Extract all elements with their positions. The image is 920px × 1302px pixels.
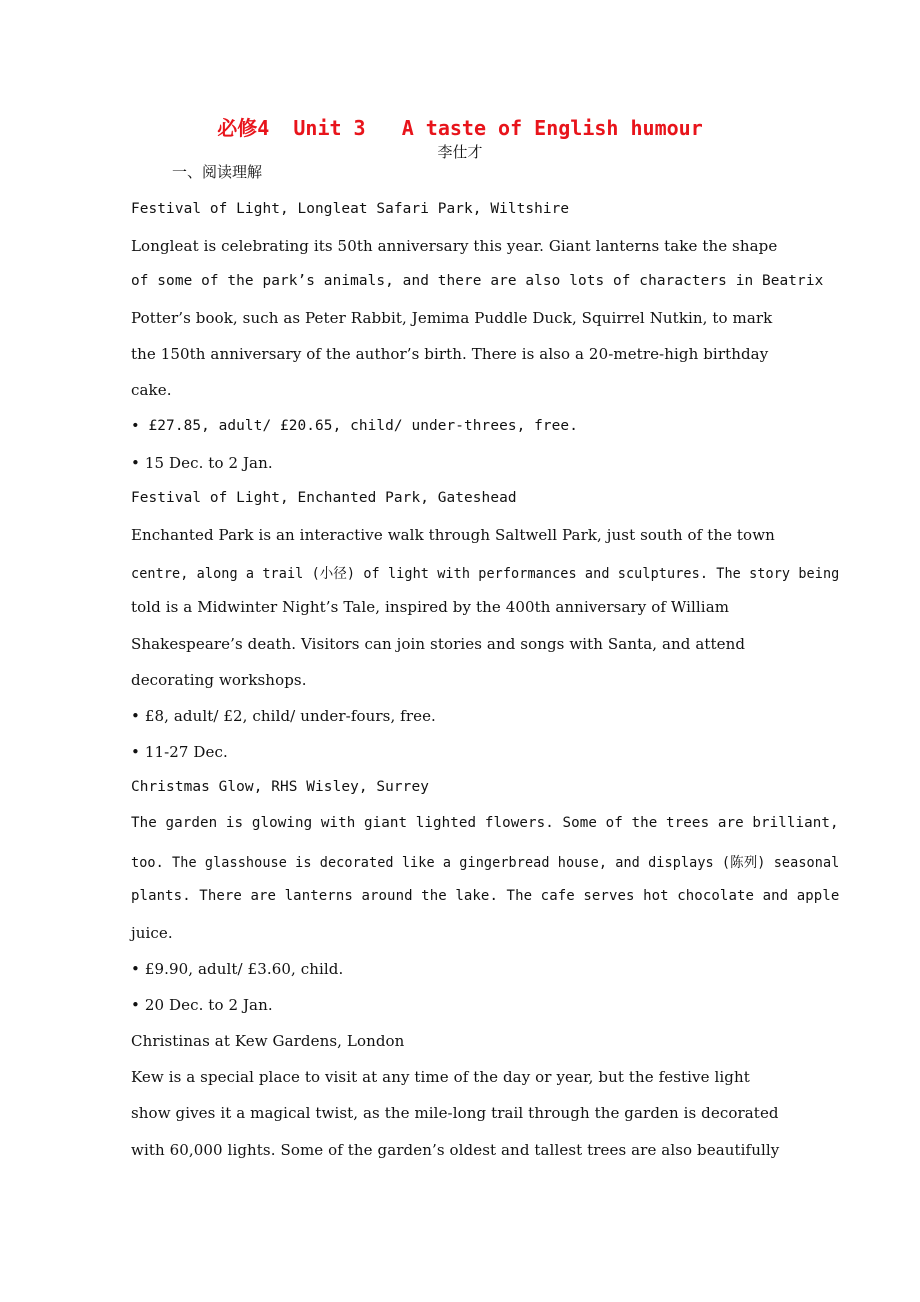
passage-line: plants. There are lanterns around the lake. The cafe serves hot chocolate and apple <box>131 888 840 904</box>
passage-line: Kew is a special place to visit at any time of the day or year, but the festive light <box>131 1068 750 1086</box>
passage-line: juice. <box>131 924 173 942</box>
passage-heading: Christmas Glow, RHS Wisley, Surrey <box>131 779 429 795</box>
price-line: • £8, adult/ £2, child/ under-fours, free. <box>131 707 436 725</box>
passage-line: centre, along a trail (小径) of light with performances and sculptures. The story being <box>131 566 840 582</box>
passage-line: show gives it a magical twist, as the mile-long trail through the garden is decorated <box>131 1104 779 1122</box>
passage-line: of some of the park’s animals, and there are also lots of characters in Beatrix <box>131 273 824 289</box>
date-line: • 11-27 Dec. <box>131 743 228 761</box>
passage-line: The garden is glowing with giant lighted flowers. Some of the trees are brilliant, <box>131 815 839 831</box>
passage-line: the 150th anniversary of the author’s birth. There is also a 20-metre-high birthday <box>131 345 769 363</box>
price-line: • £9.90, adult/ £3.60, child. <box>131 960 344 978</box>
section-heading: 一、阅读理解 <box>172 163 263 181</box>
passage-line: decorating workshops. <box>131 671 307 689</box>
passage-line: with 60,000 lights. Some of the garden’s oldest and tallest trees are also beautifully <box>131 1141 780 1159</box>
passage-heading: Festival of Light, Longleat Safari Park, Wiltshire <box>131 201 570 217</box>
price-line: • £27.85, adult/ £20.65, child/ under-threes, free. <box>131 418 578 434</box>
passage-heading: Festival of Light, Enchanted Park, Gateshead <box>131 490 517 506</box>
passage-line: Longleat is celebrating its 50th anniversary this year. Giant lanterns take the shape <box>131 237 778 255</box>
passage-line: Potter’s book, such as Peter Rabbit, Jemima Puddle Duck, Squirrel Nutkin, to mark <box>131 309 773 327</box>
passage-line: told is a Midwinter Night’s Tale, inspired by the 400th anniversary of William <box>131 598 730 616</box>
passage-line: Enchanted Park is an interactive walk through Saltwell Park, just south of the town <box>131 526 775 544</box>
passage-line: cake. <box>131 381 172 399</box>
passage-line: Shakespeare’s death. Visitors can join stories and songs with Santa, and attend <box>131 635 746 653</box>
passage-heading: Christinas at Kew Gardens, London <box>131 1032 405 1050</box>
date-line: • 15 Dec. to 2 Jan. <box>131 454 273 472</box>
date-line: • 20 Dec. to 2 Jan. <box>131 996 273 1014</box>
author-name: 李仕才 <box>437 143 483 161</box>
document-title: 必修4 Unit 3 A taste of English humour <box>217 116 703 140</box>
passage-line: too. The glasshouse is decorated like a gingerbread house, and displays (陈列) seasonal <box>131 855 840 871</box>
